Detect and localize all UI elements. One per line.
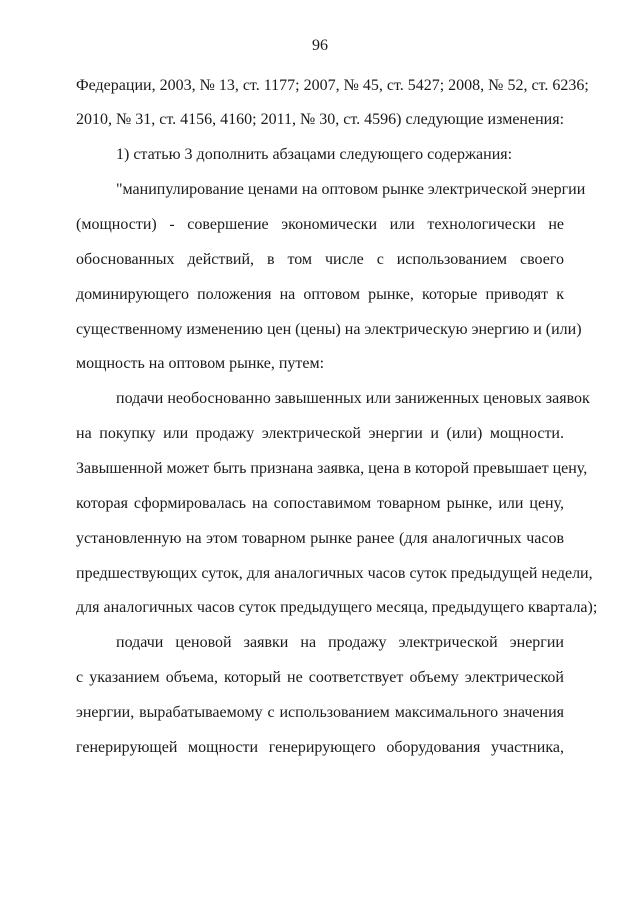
text-line: на покупку или продажу электрической энергии и (или) мощности. [76,425,564,442]
text-line: существенному изменению цен (цены) на электрическую энергию и (или) [76,321,582,338]
text-line: мощность на оптовом рынке, путем: [76,355,325,372]
text-line: доминирующего положения на оптовом рынке, которые приводят к [76,286,564,303]
text-line: подачи ценовой заявки на продажу электрической энергии [116,634,564,651]
text-line: генерирующей мощности генерирующего оборудования участника, [76,739,564,756]
text-line: предшествующих суток, для аналогичных часов суток предыдущей недели, [76,565,593,582]
page-number: 96 [312,37,328,54]
text-line: подачи необоснованно завышенных или заниженных ценовых заявок [116,390,590,407]
text-line: которая сформировалась на сопоставимом товарном рынке, или цену, [76,495,564,512]
text-line: 1) статью 3 дополнить абзацами следующего содержания: [116,146,513,163]
text-line: обоснованных действий, в том числе с использованием своего [76,251,564,268]
text-line: 2010, № 31, ст. 4156, 4160; 2011, № 30, ст. 4596) следующие изменения: [76,111,565,128]
text-line: для аналогичных часов суток предыдущего месяца, предыдущего квартала); [76,599,598,616]
text-line: энергии, вырабатываемому с использованием максимального значения [76,704,564,721]
text-line: с указанием объема, который не соответствует объему электрической [76,669,564,686]
text-line: (мощности) - совершение экономически или технологически не [76,216,564,233]
text-line: Федерации, 2003, № 13, ст. 1177; 2007, № 45, ст. 5427; 2008, № 52, ст. 6236; [76,77,589,94]
text-line: Завышенной может быть признана заявка, цена в которой превышает цену, [76,460,588,477]
text-line: установленную на этом товарном рынке ранее (для аналогичных часов [76,530,564,547]
text-line: "манипулирование ценами на оптовом рынке электрической энергии [116,181,586,198]
